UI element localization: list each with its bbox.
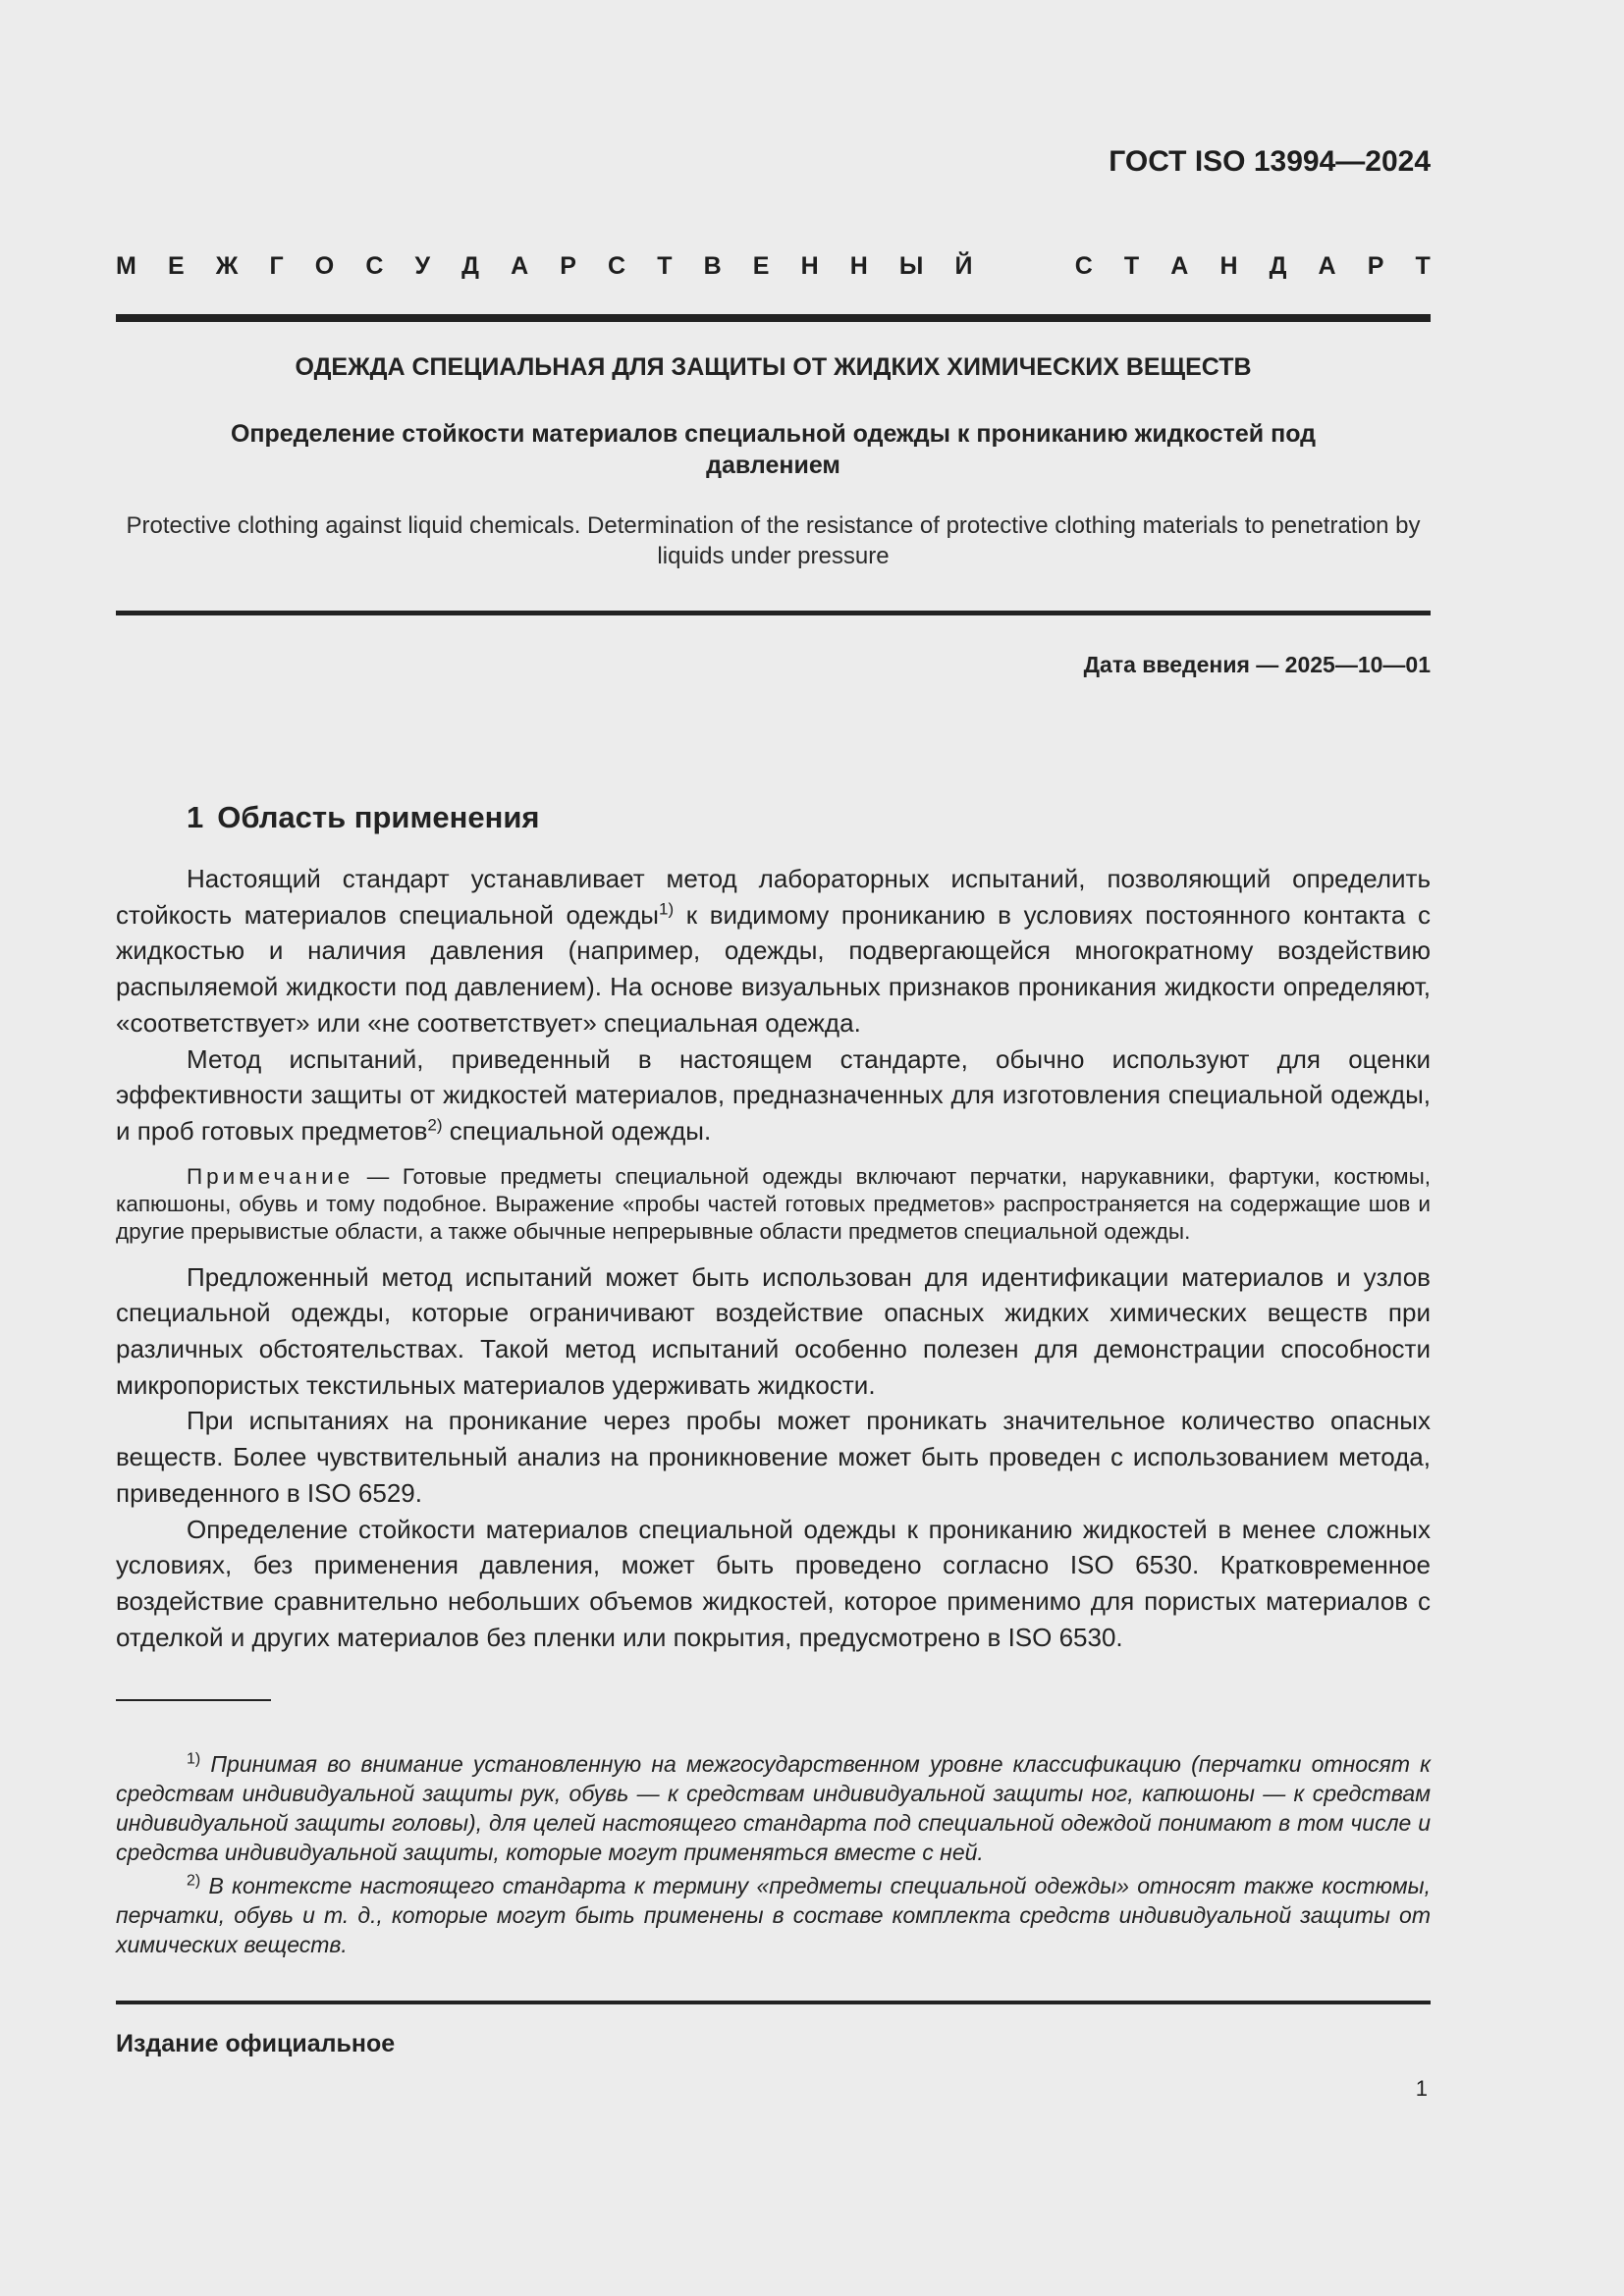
word-gap <box>1004 252 1044 281</box>
heading-letter: Д <box>461 252 479 280</box>
note-label: Примечание <box>187 1163 354 1189</box>
heading-letter: Т <box>1415 252 1431 280</box>
section-heading <box>187 800 540 835</box>
footnote-text: Принимая во внимание установленную на межгосударственном уровне классификацию (перчатки относят к средствам индивидуальной защиты рук, обувь — к средствам индивидуальной защиты ног, капюшоны — к средствам индивидуальной защиты головы), для целей настоящего стандарта под специальной одеждой понимают в том числе и средства индивидуальной защиты, которые могут применяться вместе с ней. <box>116 1751 1431 1865</box>
footnote-text: В контексте настоящего стандарта к термину «предметы специальной одежды» относят также костюмы, перчатки, обувь и т. д., которые могут быть применены в составе комплекта средств индивидуальной защиты от химических веществ. <box>116 1873 1431 1957</box>
standard-type-heading <box>116 252 1431 281</box>
paragraph: При испытаниях на проникание через пробы может проникать значительное количество опасных веществ. Более чувствительный анализ на проникновение может быть проведен с использованием метода, приведенного в ISO 6529. <box>116 1406 1431 1508</box>
page-number: 1 <box>1415 2076 1428 2101</box>
heading-letter: Ж <box>215 252 239 280</box>
footnote-mark: 2) <box>187 1872 201 1890</box>
document-title: ОДЕЖДА СПЕЦИАЛЬНАЯ ДЛЯ ЗАЩИТЫ ОТ ЖИДКИХ ХИМИЧЕСКИХ ВЕЩЕСТВ <box>295 353 1252 381</box>
heading-letter: Е <box>167 252 185 280</box>
section-number: 1 <box>187 800 204 834</box>
heading-letter: Д <box>1269 252 1287 280</box>
footnote <box>116 1871 1431 1959</box>
heading-letter: Н <box>800 252 819 280</box>
footnote-ref[interactable]: 2) <box>427 1115 443 1135</box>
paragraph-text: Настоящий стандарт устанавливает метод лабораторных испытаний, позволяющий определить стойкость материалов специальной одежды <box>116 864 1431 930</box>
heading-letter: Р <box>560 252 576 280</box>
paragraph: Определение стойкости материалов специальной одежды к прониканию жидкостей в менее сложных условиях, без применения давления, может быть проведено согласно ISO 6530. Кратковременное воздействие сравнительно небольших объемов жидкостей, которое применимо для пористых материалов с отделкой и других материалов без пленки или покрытия, предусмотрено в ISO 6530. <box>116 1514 1431 1652</box>
paragraph-text: Метод испытаний, приведенный в настоящем стандарте, обычно используют для оценки эффективности защиты от жидкостей материалов, предназначенных для изготовления специальной одежды, и проб готовых предметов <box>116 1043 1431 1146</box>
heading-letter: Й <box>954 252 973 280</box>
heading-letter: А <box>1318 252 1336 280</box>
footer-rule <box>116 2001 1431 2004</box>
standard-number: ГОСТ ISO 13994—2024 <box>1109 145 1431 178</box>
footnote <box>116 1749 1431 1867</box>
footnotes <box>116 1749 1431 1963</box>
heading-letter: У <box>414 252 431 280</box>
document-subtitle: Определение стойкости материалов специальной одежды к прониканию жидкостей под давлением <box>230 420 1317 479</box>
heading-letter: С <box>365 252 384 280</box>
note <box>116 1163 1431 1246</box>
footnote-separator <box>116 1699 271 1701</box>
heading-letter: М <box>116 252 136 280</box>
heading-letter: Т <box>657 252 673 280</box>
footnote-mark: 1) <box>187 1750 201 1768</box>
title-rule <box>116 611 1431 615</box>
english-title: Protective clothing against liquid chemicals. Determination of the resistance of protective clothing materials to penetration by liquids under pressure <box>126 512 1421 569</box>
heading-letter: Е <box>752 252 770 280</box>
heading-letter: Р <box>1367 252 1384 280</box>
heading-letter: С <box>608 252 626 280</box>
introduction-date: Дата введения — 2025—10—01 <box>1083 652 1431 677</box>
heading-letter: С <box>1074 252 1093 280</box>
heading-letter: Т <box>1123 252 1140 280</box>
footnote-ref[interactable]: 1) <box>659 899 675 919</box>
heading-letter: Г <box>269 252 284 280</box>
paragraph: Предложенный метод испытаний может быть использован для идентификации материалов и узлов специальной одежды, которые ограничивают воздействие опасных жидких химических веществ при различных обстоятельствах. Такой метод испытаний особенно полезен для демонстрации способности микропористых текстильных материалов удерживать жидкости. <box>116 1261 1431 1400</box>
paragraph-text: к видимому прониканию в условиях постоянного контакта с жидкостью и наличия давления (например, одежды, подвергающейся многократному воздействию распыляемой жидкости под давлением). На основе визуальных признаков проникания жидкости определяют, «соответствует» или «не соответствует» специальная одежда. <box>116 899 1431 1038</box>
section-title: Область применения <box>217 800 540 834</box>
edition-label: Издание официальное <box>116 2030 396 2057</box>
paragraph <box>116 861 1431 1041</box>
heading-letter: Ы <box>898 252 924 280</box>
heading-letter: А <box>1170 252 1189 280</box>
heading-letter: Н <box>849 252 868 280</box>
section-body <box>116 861 1431 1655</box>
heading-letter: О <box>314 252 335 280</box>
paragraph <box>116 1041 1431 1149</box>
header-rule <box>116 314 1431 322</box>
heading-letter: А <box>511 252 529 280</box>
heading-letter: Н <box>1219 252 1238 280</box>
heading-letter: В <box>703 252 722 280</box>
note-text: — Готовые предметы специальной одежды включают перчатки, нарукавники, фартуки, костюмы, капюшоны, обувь и тому подобное. Выражение «пробы частей готовых предметов» распространяется на содержащие шов и другие прерывистые области, а также обычные непрерывные области предметов специальной одежды. <box>116 1163 1431 1244</box>
paragraph-text: специальной одежды. <box>442 1115 712 1146</box>
